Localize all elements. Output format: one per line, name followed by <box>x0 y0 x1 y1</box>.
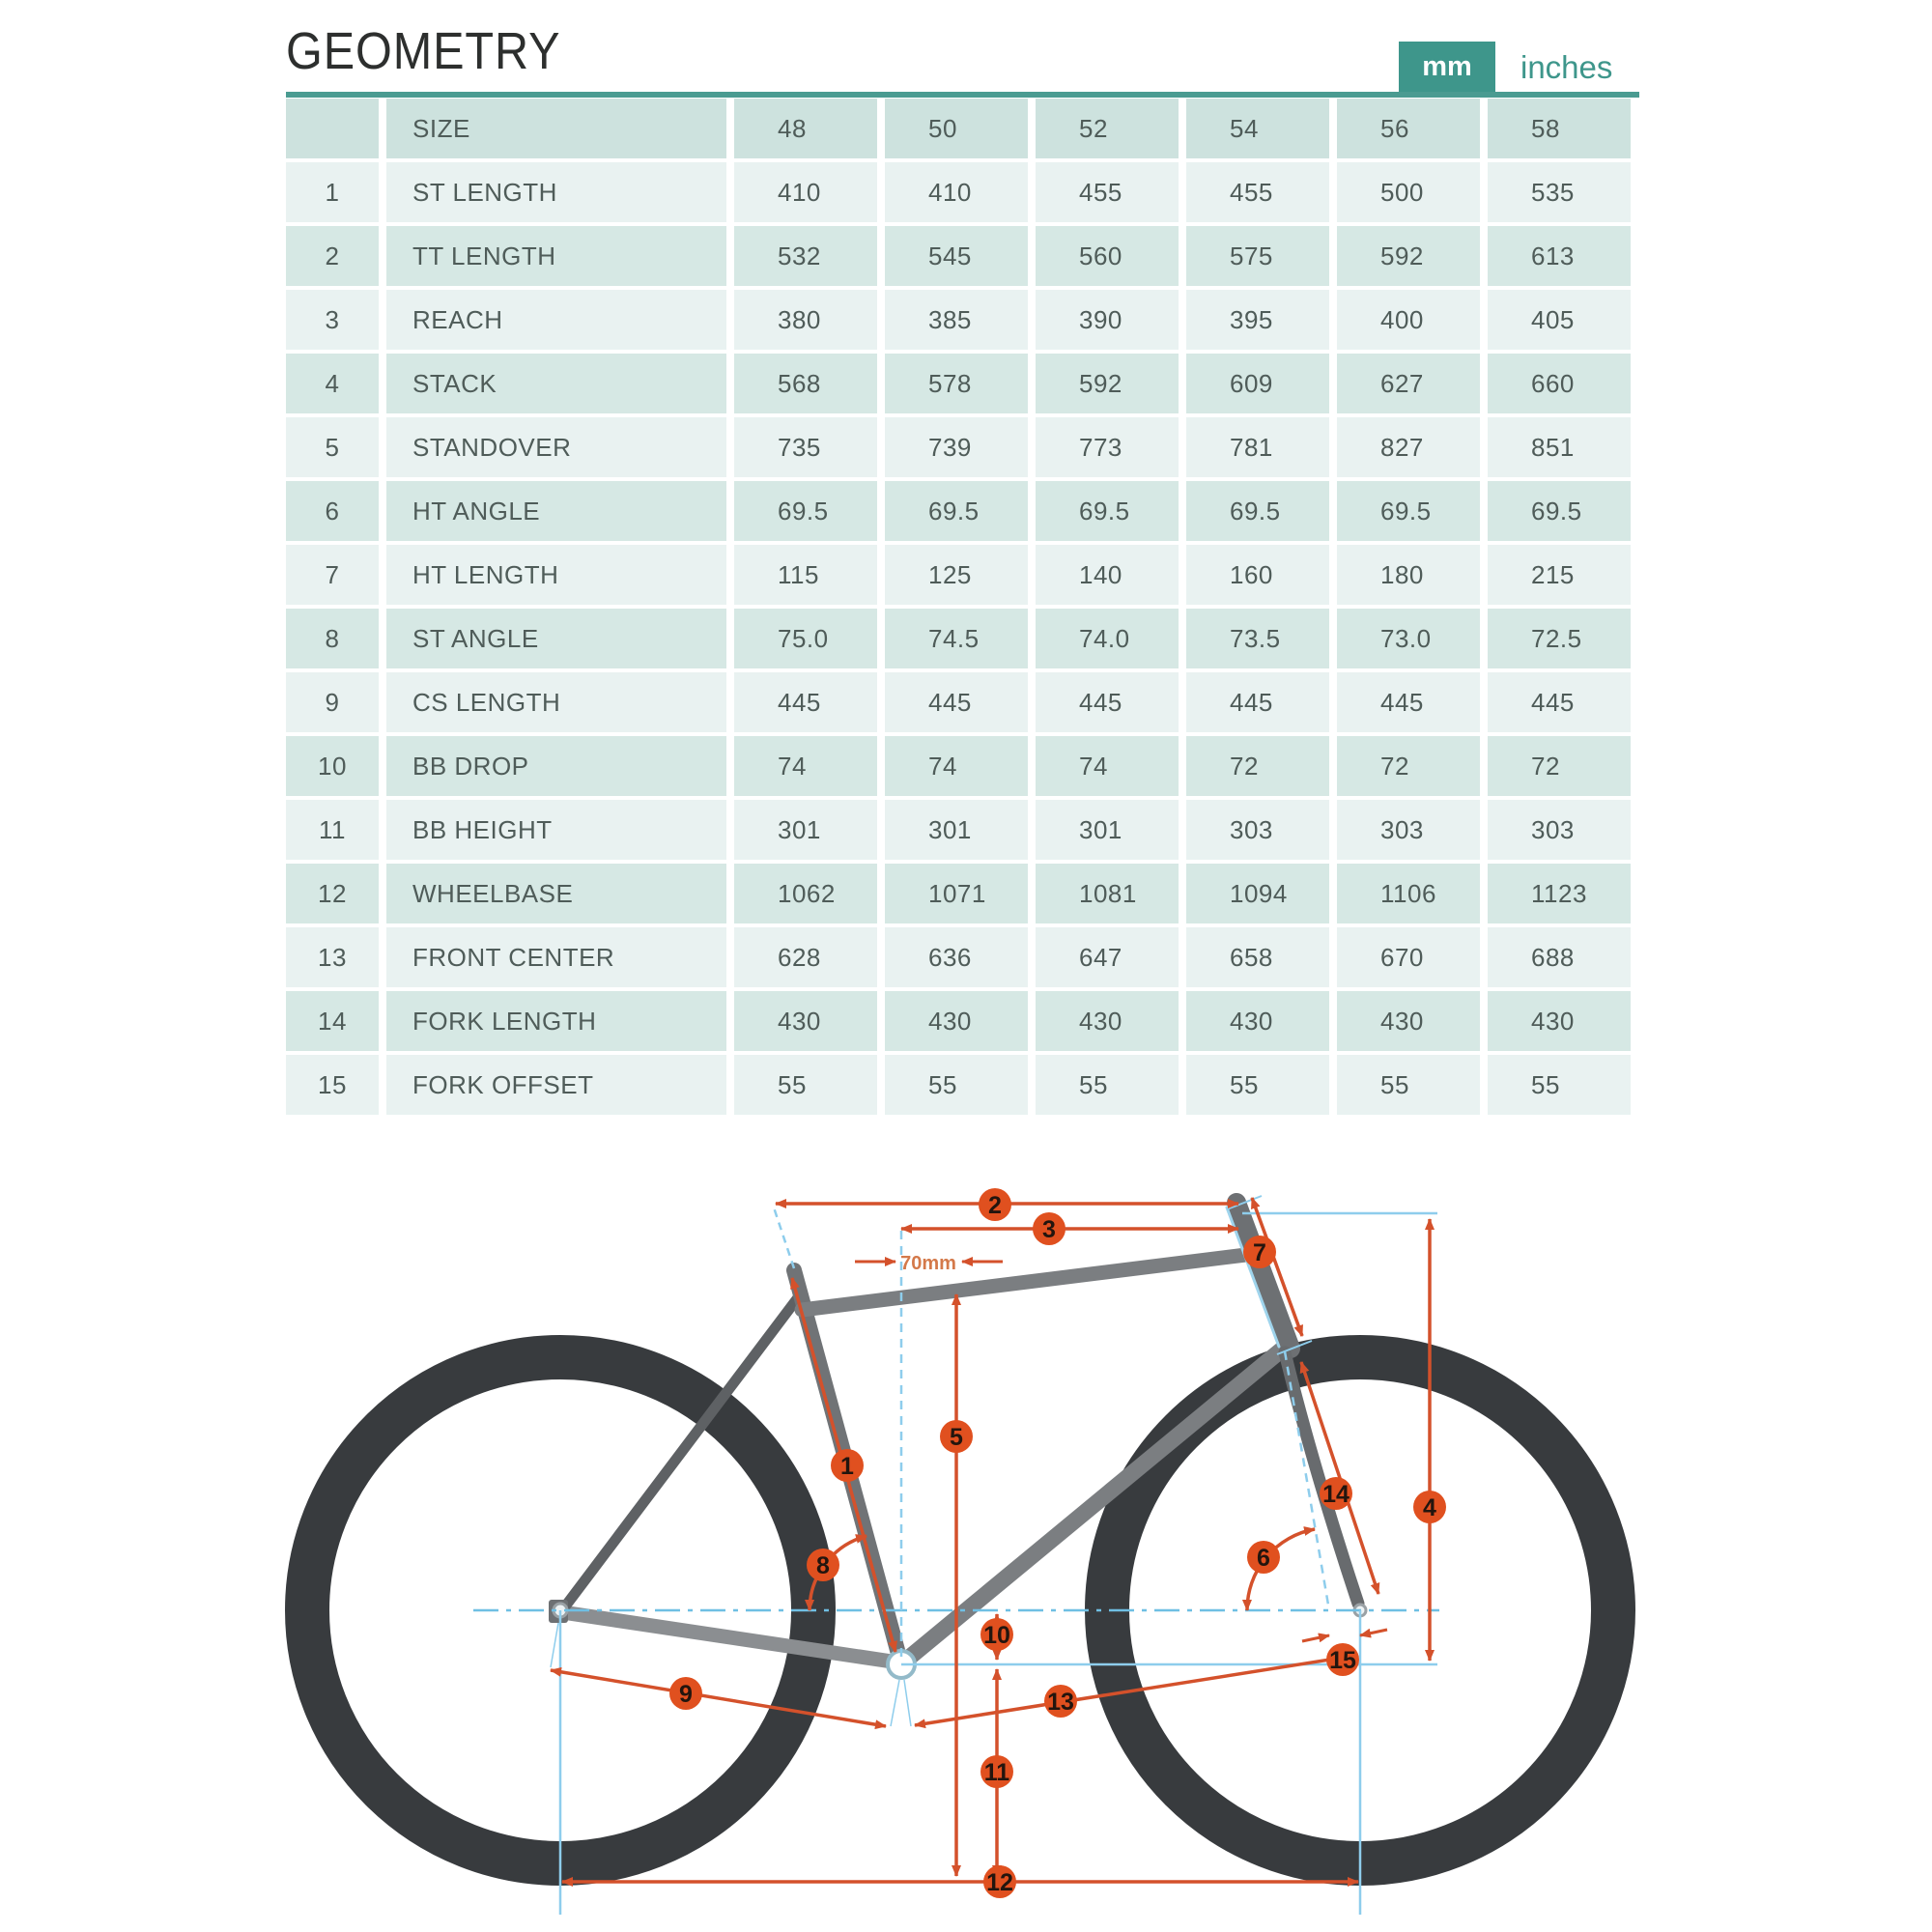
svg-text:14: 14 <box>1322 1481 1350 1508</box>
row-value: 670 <box>1337 927 1480 987</box>
row-value: 500 <box>1337 162 1480 222</box>
svg-text:15: 15 <box>1329 1647 1356 1674</box>
row-value: 74 <box>1036 736 1179 796</box>
row-value: 69.5 <box>1337 481 1480 541</box>
row-value: 430 <box>1337 991 1480 1051</box>
row-label: ST ANGLE <box>386 609 726 668</box>
seat-tube-extension <box>774 1208 794 1268</box>
row-number: 2 <box>286 226 379 286</box>
row-value: 568 <box>734 354 877 413</box>
row-value: 532 <box>734 226 877 286</box>
row-number: 1 <box>286 162 379 222</box>
header-size-value: 48 <box>734 99 877 158</box>
callout-badge-12 <box>983 1865 1016 1898</box>
svg-text:9: 9 <box>679 1681 693 1708</box>
row-value: 303 <box>1337 800 1480 860</box>
header-size-value: 52 <box>1036 99 1179 158</box>
table-row <box>286 226 1631 286</box>
header-size-value: 58 <box>1488 99 1631 158</box>
row-value: 74 <box>885 736 1028 796</box>
row-value: 430 <box>1036 991 1179 1051</box>
row-value: 301 <box>1036 800 1179 860</box>
unit-toggle-mm-button[interactable]: mm <box>1399 42 1495 92</box>
table-row <box>286 290 1631 350</box>
row-value: 55 <box>1186 1055 1329 1115</box>
table-row <box>286 609 1631 668</box>
table-row <box>286 736 1631 796</box>
table-row <box>286 800 1631 860</box>
svg-text:4: 4 <box>1423 1494 1436 1521</box>
row-value: 578 <box>885 354 1028 413</box>
svg-text:2: 2 <box>988 1192 1002 1219</box>
row-number: 7 <box>286 545 379 605</box>
chainstay <box>562 1612 898 1662</box>
svg-text:12: 12 <box>986 1869 1013 1896</box>
table-row <box>286 417 1631 477</box>
row-value: 1071 <box>885 864 1028 923</box>
row-value: 303 <box>1488 800 1631 860</box>
row-value: 455 <box>1036 162 1179 222</box>
header-size-value: 56 <box>1337 99 1480 158</box>
row-label: ST LENGTH <box>386 162 726 222</box>
offset-70mm-label: 70mm <box>900 1253 956 1274</box>
geometry-table <box>278 95 1638 1119</box>
row-label: BB HEIGHT <box>386 800 726 860</box>
row-value: 445 <box>1337 672 1480 732</box>
row-value: 55 <box>885 1055 1028 1115</box>
table-row <box>286 1055 1631 1115</box>
row-value: 160 <box>1186 545 1329 605</box>
row-value: 115 <box>734 545 877 605</box>
svg-text:6: 6 <box>1257 1545 1270 1572</box>
callout-badge-9 <box>669 1677 702 1710</box>
row-number: 12 <box>286 864 379 923</box>
row-number: 5 <box>286 417 379 477</box>
row-value: 658 <box>1186 927 1329 987</box>
row-value: 74 <box>734 736 877 796</box>
row-value: 636 <box>885 927 1028 987</box>
table-row <box>286 545 1631 605</box>
row-value: 385 <box>885 290 1028 350</box>
row-number: 9 <box>286 672 379 732</box>
svg-text:3: 3 <box>1042 1216 1056 1243</box>
row-label: HT ANGLE <box>386 481 726 541</box>
row-value: 69.5 <box>1036 481 1179 541</box>
bb-guide-right <box>904 1680 911 1726</box>
row-value: 739 <box>885 417 1028 477</box>
row-value: 301 <box>885 800 1028 860</box>
row-value: 55 <box>1337 1055 1480 1115</box>
row-value: 430 <box>1186 991 1329 1051</box>
row-value: 445 <box>1036 672 1179 732</box>
row-value: 773 <box>1036 417 1179 477</box>
head-tube <box>1236 1203 1291 1349</box>
row-value: 400 <box>1337 290 1480 350</box>
row-label: STACK <box>386 354 726 413</box>
row-value: 735 <box>734 417 877 477</box>
svg-text:5: 5 <box>950 1424 963 1451</box>
row-value: 592 <box>1337 226 1480 286</box>
table-row <box>286 354 1631 413</box>
table-row <box>286 481 1631 541</box>
header-size-value: 50 <box>885 99 1028 158</box>
svg-text:7: 7 <box>1253 1239 1266 1266</box>
dim-cs-length <box>551 1670 886 1726</box>
callout-badge-8 <box>807 1548 839 1581</box>
dim-fork-offset-right <box>1360 1630 1387 1635</box>
callout-badge-15 <box>1326 1643 1359 1676</box>
row-label: CS LENGTH <box>386 672 726 732</box>
row-value: 430 <box>1488 991 1631 1051</box>
row-value: 647 <box>1036 927 1179 987</box>
row-label: FORK OFFSET <box>386 1055 726 1115</box>
table-row <box>286 991 1631 1051</box>
row-value: 445 <box>1488 672 1631 732</box>
row-value: 609 <box>1186 354 1329 413</box>
row-value: 455 <box>1186 162 1329 222</box>
callout-badge-7 <box>1243 1236 1276 1268</box>
row-value: 140 <box>1036 545 1179 605</box>
row-value: 180 <box>1337 545 1480 605</box>
row-value: 55 <box>734 1055 877 1115</box>
svg-text:11: 11 <box>983 1759 1010 1786</box>
table-row <box>286 864 1631 923</box>
row-label: HT LENGTH <box>386 545 726 605</box>
callout-badge-5 <box>940 1420 973 1453</box>
header-size-value: 54 <box>1186 99 1329 158</box>
row-value: 1123 <box>1488 864 1631 923</box>
row-number: 13 <box>286 927 379 987</box>
callout-badge-2 <box>979 1188 1011 1221</box>
row-value: 303 <box>1186 800 1329 860</box>
row-value: 1062 <box>734 864 877 923</box>
row-value: 301 <box>734 800 877 860</box>
row-label: FORK LENGTH <box>386 991 726 1051</box>
row-number: 8 <box>286 609 379 668</box>
row-value: 560 <box>1036 226 1179 286</box>
row-value: 575 <box>1186 226 1329 286</box>
row-label: WHEELBASE <box>386 864 726 923</box>
row-label: TT LENGTH <box>386 226 726 286</box>
dropout-guide <box>551 1623 558 1667</box>
row-value: 380 <box>734 290 877 350</box>
row-value: 72 <box>1186 736 1329 796</box>
table-row <box>286 927 1631 987</box>
callout-badge-11 <box>980 1755 1013 1788</box>
row-label: STANDOVER <box>386 417 726 477</box>
row-value: 1094 <box>1186 864 1329 923</box>
svg-text:1: 1 <box>840 1453 854 1480</box>
bb-guide-left <box>891 1680 899 1726</box>
row-value: 1106 <box>1337 864 1480 923</box>
svg-text:10: 10 <box>983 1622 1010 1649</box>
row-value: 395 <box>1186 290 1329 350</box>
row-value: 75.0 <box>734 609 877 668</box>
row-number: 6 <box>286 481 379 541</box>
row-value: 445 <box>885 672 1028 732</box>
row-value: 613 <box>1488 226 1631 286</box>
callout-badge-1 <box>831 1449 864 1482</box>
svg-text:8: 8 <box>816 1552 830 1579</box>
row-value: 410 <box>734 162 877 222</box>
row-number: 4 <box>286 354 379 413</box>
row-value: 592 <box>1036 354 1179 413</box>
row-value: 73.5 <box>1186 609 1329 668</box>
row-value: 69.5 <box>1186 481 1329 541</box>
row-value: 74.0 <box>1036 609 1179 668</box>
geometry-diagram <box>222 1150 1642 1932</box>
callout-badge-13 <box>1044 1685 1077 1718</box>
row-value: 430 <box>885 991 1028 1051</box>
table-row <box>286 672 1631 732</box>
row-value: 545 <box>885 226 1028 286</box>
row-number: 14 <box>286 991 379 1051</box>
row-value: 73.0 <box>1337 609 1480 668</box>
row-value: 781 <box>1186 417 1329 477</box>
row-value: 827 <box>1337 417 1480 477</box>
row-value: 430 <box>734 991 877 1051</box>
row-value: 74.5 <box>885 609 1028 668</box>
dim-fork-offset-left <box>1302 1635 1329 1641</box>
row-value: 69.5 <box>885 481 1028 541</box>
table-header-row <box>286 99 1631 158</box>
row-value: 69.5 <box>1488 481 1631 541</box>
row-value: 72 <box>1337 736 1480 796</box>
row-number: 11 <box>286 800 379 860</box>
page-title: GEOMETRY <box>286 22 561 80</box>
row-value: 445 <box>1186 672 1329 732</box>
row-value: 410 <box>885 162 1028 222</box>
row-value: 55 <box>1036 1055 1179 1115</box>
row-label: BB DROP <box>386 736 726 796</box>
row-number: 10 <box>286 736 379 796</box>
row-value: 125 <box>885 545 1028 605</box>
row-value: 688 <box>1488 927 1631 987</box>
row-value: 390 <box>1036 290 1179 350</box>
row-value: 405 <box>1488 290 1631 350</box>
row-value: 72.5 <box>1488 609 1631 668</box>
row-value: 628 <box>734 927 877 987</box>
row-value: 215 <box>1488 545 1631 605</box>
row-number: 3 <box>286 290 379 350</box>
callout-badge-10 <box>980 1618 1013 1651</box>
row-value: 535 <box>1488 162 1631 222</box>
row-value: 72 <box>1488 736 1631 796</box>
header-number-cell <box>286 99 379 158</box>
row-label: FRONT CENTER <box>386 927 726 987</box>
callout-badge-6 <box>1247 1541 1280 1574</box>
svg-text:13: 13 <box>1047 1689 1074 1716</box>
row-value: 851 <box>1488 417 1631 477</box>
row-value: 55 <box>1488 1055 1631 1115</box>
callout-badge-14 <box>1320 1477 1352 1510</box>
row-value: 1081 <box>1036 864 1179 923</box>
unit-toggle-inches-button[interactable]: inches <box>1520 49 1613 85</box>
row-value: 660 <box>1488 354 1631 413</box>
row-label: REACH <box>386 290 726 350</box>
row-value: 445 <box>734 672 877 732</box>
table-row <box>286 162 1631 222</box>
row-value: 627 <box>1337 354 1480 413</box>
header-size-label: SIZE <box>386 99 726 158</box>
callout-badge-4 <box>1413 1491 1446 1523</box>
row-number: 15 <box>286 1055 379 1115</box>
callout-badge-3 <box>1033 1212 1065 1245</box>
row-value: 69.5 <box>734 481 877 541</box>
